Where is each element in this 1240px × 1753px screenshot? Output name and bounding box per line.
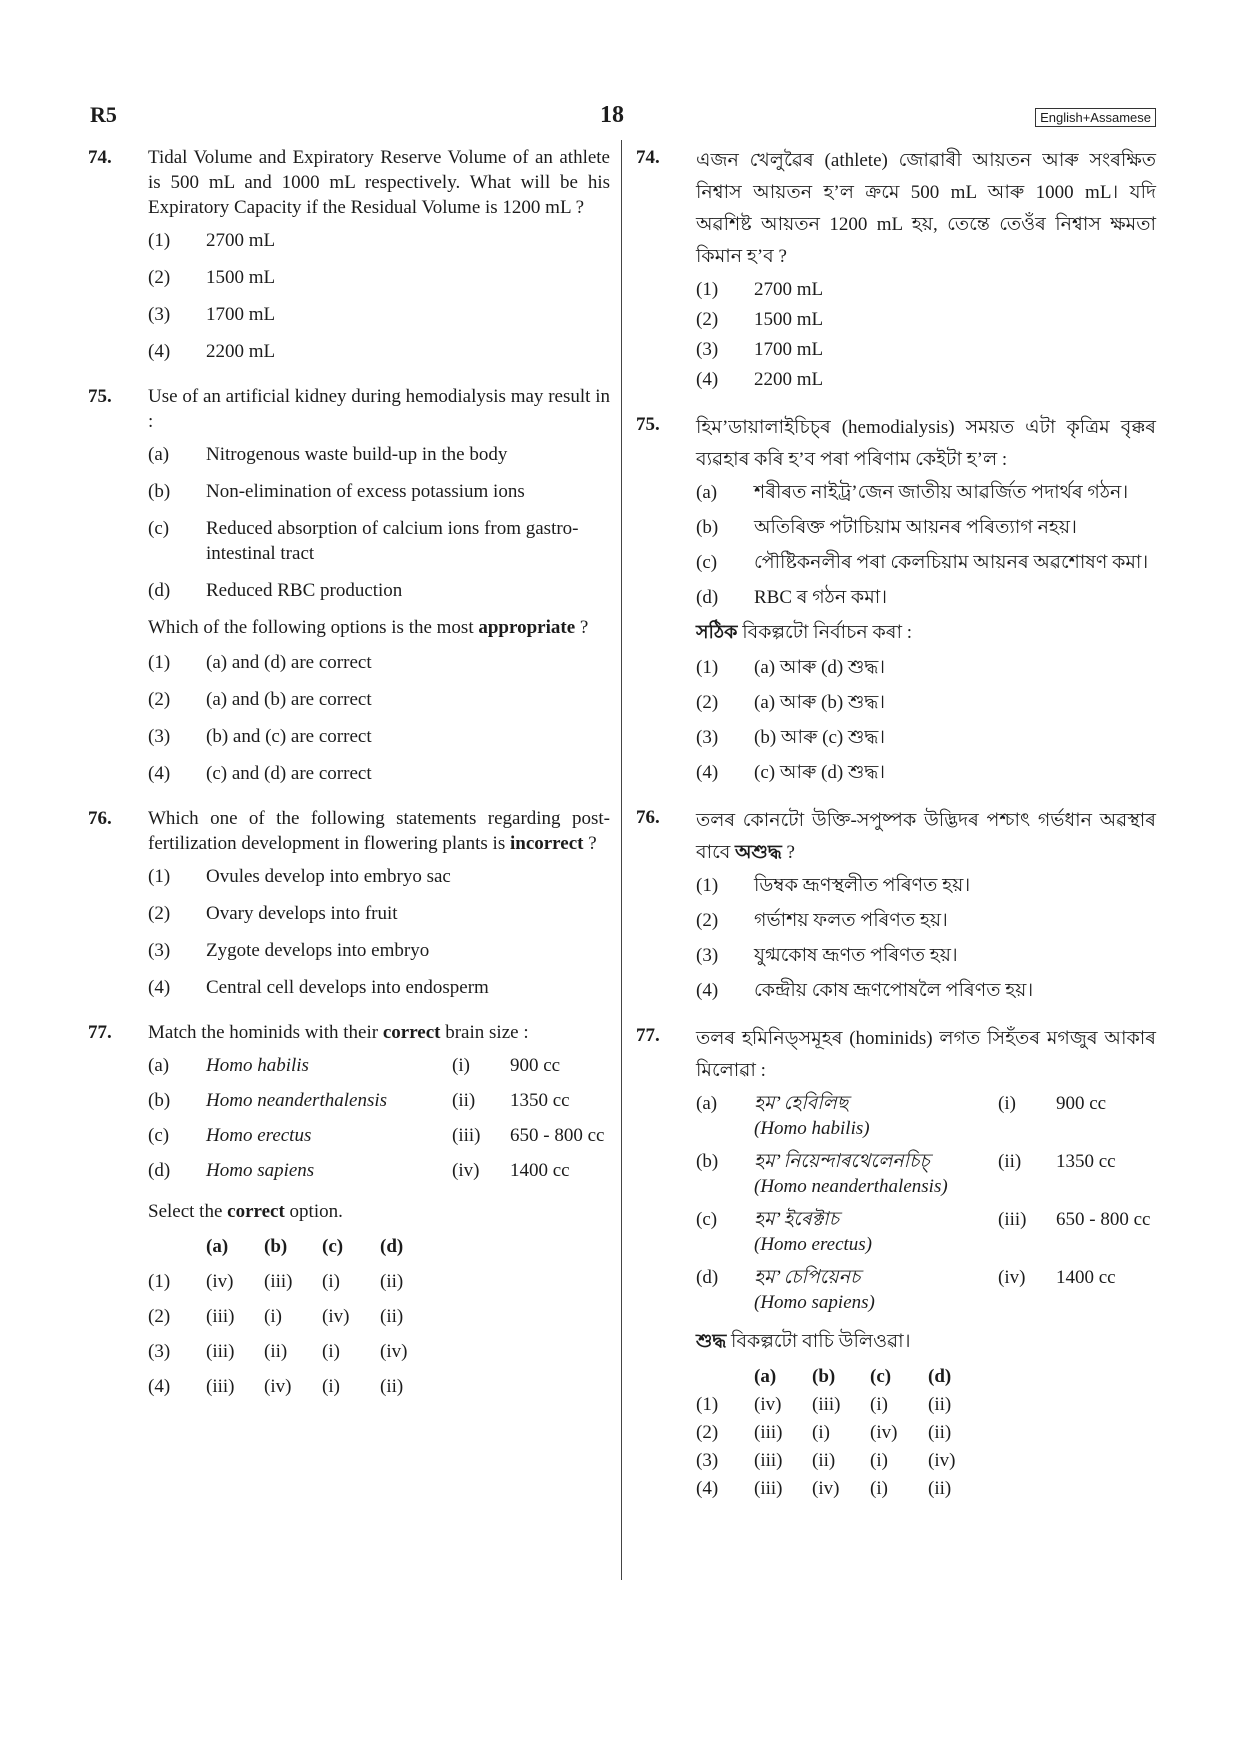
option [696,725,1156,750]
match-row [696,1091,1156,1149]
grid-cell: (iv) [754,1394,782,1415]
instruction-text [696,1329,1156,1354]
option-number: (2) [696,910,719,931]
question-75-en [88,384,610,786]
option [148,302,610,327]
statement [696,515,1156,540]
option-number: (1) [148,866,171,887]
option-list [148,650,610,786]
grid-cell: (i) [322,1271,340,1292]
instruction-text [148,615,610,640]
question-text-part: ? [781,842,795,863]
page-header [0,102,1240,136]
statement-label: (b) [696,517,719,538]
option-text: 1700 mL [754,339,824,360]
option-number: (4) [696,762,719,783]
instruction-text [696,620,1156,645]
question-75-as [636,412,1156,785]
statement-label: (d) [696,587,719,608]
grid-cell [696,1364,754,1392]
statement [148,516,610,566]
statement [696,585,1156,610]
option [696,655,1156,680]
option-text: 1700 mL [206,304,276,325]
match-row [148,1053,610,1088]
hominid-cell [754,1207,998,1265]
option-number: (1) [696,657,719,678]
grid-cell: (iv) [206,1271,234,1292]
hominid-scientific-name: (Homo erectus) [754,1234,873,1255]
grid-header-cell: (a) [206,1236,229,1257]
instruction-part: বিকল্পটো নিৰ্বাচন কৰা : [737,622,913,643]
answer-grid-header [696,1364,986,1392]
option-number: (3) [696,945,719,966]
answer-grid [148,1234,438,1409]
option-number: (4) [148,977,171,998]
hominid-name: Homo erectus [206,1125,312,1146]
option-text: (c) and (d) are correct [206,763,372,784]
grid-cell: (ii) [812,1450,836,1471]
question-text: তলৰ হমিনিড্‌সমূহৰ (hominids) লগত সিহঁতৰ মগজুৰ আকাৰ মিলোৱা : [696,1028,1156,1081]
grid-cell: (i) [264,1306,282,1327]
hominid-scientific-name: (Homo habilis) [754,1118,870,1139]
option-text: Central cell develops into endosperm [206,977,489,998]
statement [696,550,1156,575]
english-column [88,145,610,1429]
grid-cell: (i) [322,1341,340,1362]
match-table [696,1091,1156,1323]
match-numeral: (iv) [452,1160,480,1181]
brain-size: 1400 cc [510,1160,570,1181]
hominid-cell [754,1091,998,1149]
option-text: (a) and (b) are correct [206,689,372,710]
option-number: (2) [148,267,171,288]
grid-cell: (i) [870,1394,888,1415]
option [148,687,610,712]
instruction-emphasis: correct [227,1201,285,1222]
question-number: 74. [636,147,660,168]
grid-cell: (iii) [206,1306,235,1327]
grid-cell: (iv) [928,1450,956,1471]
option-text: গৰ্ভাশয় ফলত পৰিণত হয়। [754,910,948,931]
assamese-column [636,145,1156,1524]
statement-label: (c) [148,518,170,539]
answer-grid-row [148,1339,438,1374]
answer-grid-row [696,1420,986,1448]
option-text: ডিম্বক ভ্ৰূণস্থলীত পৰিণত হয়। [754,875,971,896]
grid-cell [148,1234,206,1269]
option [696,337,1156,362]
grid-cell: (iv) [870,1422,898,1443]
grid-header-cell: (a) [754,1366,777,1387]
hominid-name: হম’ নিয়েন্দাৰথেলেনচিচ্ [754,1151,930,1172]
grid-cell: (2) [148,1306,171,1327]
option-text: 1500 mL [754,309,824,330]
option [148,975,610,1000]
option-text: (b) আৰু (c) শুদ্ধ। [754,727,886,748]
question-number: 76. [88,808,112,829]
grid-cell: (iv) [322,1306,350,1327]
option [696,307,1156,332]
question-text-part: Match the hominids with their [148,1022,383,1043]
grid-header-cell: (c) [870,1366,892,1387]
match-label: (d) [148,1160,171,1181]
question-text-part: Which one of the following statements regarding post-fertilization development in flowering plants is [148,808,610,854]
match-numeral: (iv) [998,1267,1026,1288]
grid-cell: (iii) [754,1422,783,1443]
option-text: Zygote develops into embryo [206,940,430,961]
answer-grid-row [696,1448,986,1476]
question-text: হিম’ডায়ালাইচিচ্‌ৰ (hemodialysis) সময়ত এটা কৃত্ৰিম বৃক্কৰ ব্যৱহাৰ কৰি হ’ব পৰা পৰিণাম কেইটা হ’ল : [696,417,1156,470]
page-number: 18 [600,102,624,128]
option-number: (4) [696,980,719,1001]
grid-header-cell: (d) [380,1236,404,1257]
option-list [696,277,1156,392]
grid-cell: (2) [696,1422,719,1443]
question-77-en [88,1020,610,1409]
option-text: (a) আৰু (d) শুদ্ধ। [754,657,886,678]
option [148,265,610,290]
statement-text: পৌষ্টিকনলীৰ পৰা কেলচিয়াম আয়নৰ অৱশোষণ কমা। [754,552,1149,573]
grid-cell: (3) [148,1341,171,1362]
grid-header-cell: (c) [322,1236,344,1257]
grid-cell: (i) [322,1376,340,1397]
option [148,938,610,963]
statement [696,480,1156,505]
answer-grid-row [696,1392,986,1420]
grid-cell: (i) [870,1478,888,1499]
question-text: এজন খেলুৱৈৰ (athlete) জোৱাৰী আয়তন আৰু সংৰক্ষিত নিশ্বাস আয়তন হ’ল ক্ৰমে 500 mL আৰু 1000 mL। যদি অৱশিষ্ট আয়তন 1200 mL হয়, তেন্তে তেওঁৰ নিশ্বাস ক্ষমতা কিমান হ’ব ? [696,150,1156,267]
option-list [696,873,1156,1003]
grid-cell: (iii) [754,1450,783,1471]
option-number: (3) [696,339,719,360]
match-numeral: (iii) [998,1209,1027,1230]
grid-cell: (iii) [206,1376,235,1397]
instruction-part: Which of the following options is the most [148,617,479,638]
option-number: (3) [696,727,719,748]
grid-cell: (i) [870,1450,888,1471]
brain-size: 1400 cc [1056,1267,1116,1288]
question-number: 76. [636,807,660,828]
match-label: (a) [696,1093,718,1114]
option [696,943,1156,968]
grid-cell: (4) [696,1478,719,1499]
option-number: (2) [696,309,719,330]
hominid-cell [754,1149,998,1207]
question-text-part: brain size : [440,1022,529,1043]
option-text: 2700 mL [206,230,276,251]
statement-label: (c) [696,552,718,573]
grid-cell: (3) [696,1450,719,1471]
question-76-en [88,806,610,1000]
column-divider [621,140,622,1580]
match-numeral: (ii) [998,1151,1022,1172]
brain-size: 900 cc [510,1055,561,1076]
statement-label: (a) [696,482,718,503]
option [148,864,610,889]
match-numeral: (ii) [452,1090,476,1111]
option-text: কেন্দ্ৰীয় কোষ ভ্ৰূণপোষলৈ পৰিণত হয়। [754,980,1034,1001]
option-text: 2700 mL [754,279,824,300]
option [148,901,610,926]
brain-size: 1350 cc [510,1090,570,1111]
option-text: Ovary develops into fruit [206,903,398,924]
statement [148,578,610,603]
question-emphasis: correct [382,1022,441,1043]
grid-cell: (4) [148,1376,171,1397]
statement-text: Non-elimination of excess potassium ions [206,481,525,502]
option-number: (4) [696,369,719,390]
option-number: (3) [148,304,171,325]
hominid-name: Homo sapiens [206,1160,315,1181]
question-number: 74. [88,147,112,168]
answer-grid [696,1364,986,1504]
option-text: 1500 mL [206,267,276,288]
answer-grid-row [148,1304,438,1339]
option [696,908,1156,933]
statement-text: শৰীৰত নাইট্ৰ’জেন জাতীয় আৱৰ্জিত পদাৰ্থৰ গঠন। [754,482,1129,503]
option [148,724,610,749]
paper-code: R5 [90,102,117,127]
option-text: Ovules develop into embryo sac [206,866,451,887]
match-row [148,1088,610,1123]
match-row [696,1149,1156,1207]
statement-label: (d) [148,580,171,601]
question-number: 77. [88,1022,112,1043]
match-label: (b) [696,1151,719,1172]
question-text [148,1020,610,1045]
grid-cell: (iv) [264,1376,292,1397]
match-row [696,1265,1156,1323]
grid-cell: (iii) [812,1394,841,1415]
option [696,690,1156,715]
question-number: 75. [636,414,660,435]
option-number: (1) [148,230,171,251]
question-text-part: ? [583,833,597,854]
statement-text: Reduced absorption of calcium ions from gastro-intestinal tract [206,518,579,564]
grid-header-cell: (b) [812,1366,836,1387]
statement-text: RBC ৰ গঠন কমা। [754,587,888,608]
option [696,367,1156,392]
match-row [696,1207,1156,1265]
match-numeral: (iii) [452,1125,481,1146]
option-text: (b) and (c) are correct [206,726,372,747]
statement [148,442,610,467]
statement-label: (b) [148,481,171,502]
option [696,760,1156,785]
instruction-emphasis: সঠিক [696,622,738,643]
instruction-part: option. [284,1201,343,1222]
option-text: (a) and (d) are correct [206,652,372,673]
answer-grid-header [148,1234,438,1269]
grid-cell: (ii) [380,1376,404,1397]
statement-list [696,480,1156,610]
hominid-name: Homo habilis [206,1055,309,1076]
grid-cell: (ii) [380,1306,404,1327]
option [148,339,610,364]
grid-cell: (ii) [928,1478,952,1499]
match-label: (d) [696,1267,719,1288]
statement-label: (a) [148,444,170,465]
question-emphasis: অশুদ্ধ [735,842,782,863]
option-number: (1) [148,652,171,673]
grid-header-cell: (b) [264,1236,288,1257]
match-label: (c) [696,1209,718,1230]
grid-cell: (iii) [754,1478,783,1499]
option-list [148,864,610,1000]
instruction-part: বিকল্পটো বাচি উলিওৱা। [726,1331,911,1352]
option [148,650,610,675]
brain-size: 650 - 800 cc [1056,1209,1151,1230]
brain-size: 1350 cc [1056,1151,1116,1172]
answer-grid-row [696,1476,986,1504]
grid-cell: (iii) [264,1271,293,1292]
language-label: English+Assamese [1035,108,1156,127]
option [148,761,610,786]
match-label: (a) [148,1055,170,1076]
option-text: (a) আৰু (b) শুদ্ধ। [754,692,886,713]
instruction-part: Select the [148,1201,228,1222]
option [696,873,1156,898]
statement-list [148,442,610,603]
option-number: (3) [148,940,171,961]
match-label: (c) [148,1125,170,1146]
option-number: (3) [148,726,171,747]
option-number: (2) [696,692,719,713]
option-number: (1) [696,279,719,300]
grid-cell: (1) [696,1394,719,1415]
question-text: Use of an artificial kidney during hemodialysis may result in : [148,386,610,432]
instruction-emphasis: শুদ্ধ [696,1331,727,1352]
question-76-as [636,805,1156,1003]
option-text: 2200 mL [206,341,276,362]
option-text: যুগ্মকোষ ভ্ৰূণত পৰিণত হয়। [754,945,958,966]
instruction-text [148,1199,610,1224]
option-number: (4) [148,763,171,784]
question-text: Tidal Volume and Expiratory Reserve Volume of an athlete is 500 mL and 1000 mL respectively. What will be his Expiratory Capacity if the Residual Volume is 1200 mL ? [148,147,610,218]
question-text [696,805,1156,869]
grid-cell: (i) [812,1422,830,1443]
question-number: 77. [636,1025,660,1046]
match-numeral: (i) [452,1055,470,1076]
grid-cell: (iv) [380,1341,408,1362]
instruction-part: ? [575,617,589,638]
option-number: (1) [696,875,719,896]
brain-size: 900 cc [1056,1093,1107,1114]
hominid-name: হম’ হেবিলিছ [754,1093,849,1114]
question-emphasis: incorrect [509,833,584,854]
grid-cell: (ii) [928,1422,952,1443]
question-77-as [636,1023,1156,1504]
option-text: 2200 mL [754,369,824,390]
hominid-cell [754,1265,998,1323]
option-number: (2) [148,903,171,924]
option-number: (4) [148,341,171,362]
hominid-name: হম’ ইৰেক্টাচ [754,1209,839,1230]
match-row [148,1123,610,1158]
option-text: (c) আৰু (d) শুদ্ধ। [754,762,886,783]
question-number: 75. [88,386,112,407]
statement-text: অতিৰিক্ত পটাচিয়াম আয়নৰ পৰিত্যাগ নহয়। [754,517,1077,538]
option-list [148,228,610,364]
hominid-scientific-name: (Homo neanderthalensis) [754,1176,948,1197]
hominid-name: Homo neanderthalensis [206,1090,388,1111]
option-list [696,655,1156,785]
question-74-as [636,145,1156,392]
statement-text: Reduced RBC production [206,580,403,601]
brain-size: 650 - 800 cc [510,1125,605,1146]
hominid-name: হম’ চেপিয়েনচ [754,1267,861,1288]
grid-cell: (ii) [264,1341,288,1362]
statement [148,479,610,504]
answer-grid-row [148,1269,438,1304]
grid-cell: (iii) [206,1341,235,1362]
grid-cell: (1) [148,1271,171,1292]
grid-cell: (ii) [380,1271,404,1292]
match-row [148,1158,610,1193]
grid-cell: (ii) [928,1394,952,1415]
instruction-emphasis: appropriate [478,617,576,638]
option [696,978,1156,1003]
question-text [148,806,610,856]
answer-grid-row [148,1374,438,1409]
grid-header-cell: (d) [928,1366,952,1387]
match-numeral: (i) [998,1093,1016,1114]
statement-text: Nitrogenous waste build-up in the body [206,444,508,465]
grid-cell: (iv) [812,1478,840,1499]
question-74-en [88,145,610,364]
option-number: (2) [148,689,171,710]
question-text-part: তলৰ কোনটো উক্তি-সপুষ্পক উদ্ভিদৰ পশ্চাৎ গৰ্ভধান অৱস্থাৰ বাবে [696,810,1156,863]
hominid-scientific-name: (Homo sapiens) [754,1292,875,1313]
match-table [148,1053,610,1193]
option [696,277,1156,302]
match-label: (b) [148,1090,171,1111]
option [148,228,610,253]
